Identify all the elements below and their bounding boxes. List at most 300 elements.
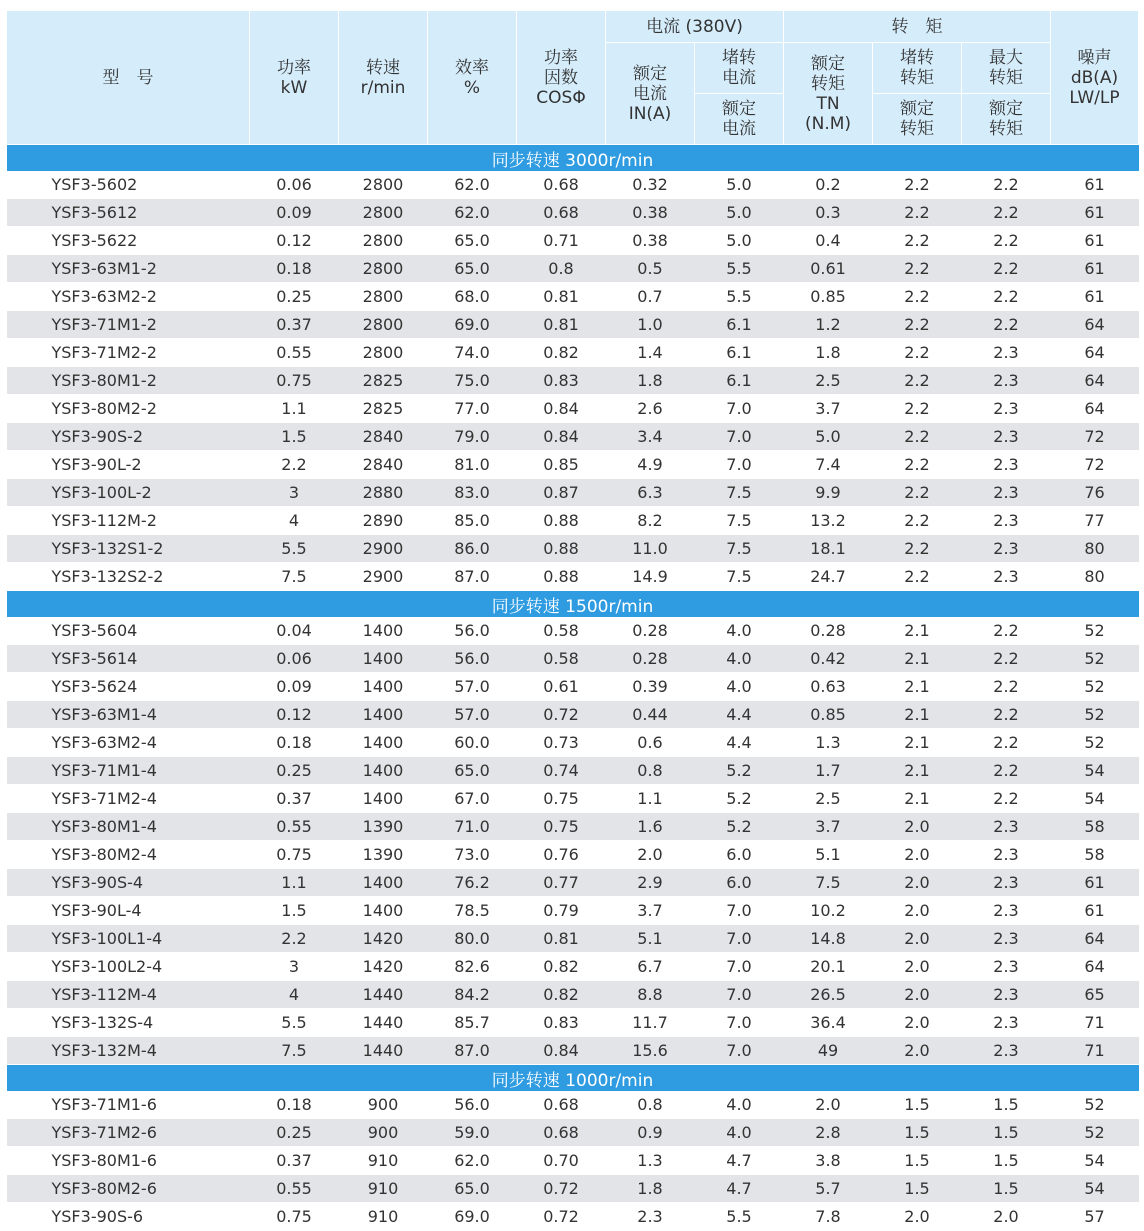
- header-max-torque-top: [962, 43, 1051, 94]
- cell-power-factor: 0.81: [517, 283, 606, 311]
- cell-speed: 1400: [339, 645, 428, 673]
- cell-rated-current: 1.1: [606, 785, 695, 813]
- cell-rated-current: 14.9: [606, 563, 695, 591]
- cell-power-factor: 0.58: [517, 617, 606, 645]
- cell-noise: 52: [1051, 1091, 1139, 1119]
- cell-max-torque-ratio: 2.3: [962, 395, 1051, 423]
- motor-spec-table: [6, 10, 1139, 1231]
- cell-locked-torque-ratio: 2.0: [873, 1203, 962, 1231]
- cell-speed: 2800: [339, 171, 428, 199]
- cell-speed: 1400: [339, 729, 428, 757]
- table-row: [7, 199, 1139, 227]
- header-max-torque-bottom-line2: 转矩: [989, 119, 1023, 139]
- header-rated-torque: [784, 43, 873, 145]
- cell-locked-torque-ratio: 2.1: [873, 645, 962, 673]
- cell-speed: 900: [339, 1091, 428, 1119]
- cell-locked-torque-ratio: 2.2: [873, 227, 962, 255]
- header-rated-torque-line2: 转矩: [811, 73, 845, 94]
- cell-power: 5.5: [250, 1009, 339, 1037]
- table-row: [7, 701, 1139, 729]
- cell-rated-current: 3.7: [606, 897, 695, 925]
- cell-locked-torque-ratio: 2.2: [873, 367, 962, 395]
- cell-power: 1.5: [250, 423, 339, 451]
- cell-rated-current: 11.7: [606, 1009, 695, 1037]
- cell-locked-torque-ratio: 2.2: [873, 423, 962, 451]
- cell-power: 0.55: [250, 813, 339, 841]
- header-max-torque-top-line2: 转矩: [989, 68, 1023, 88]
- cell-locked-torque-ratio: 2.2: [873, 339, 962, 367]
- header-max-torque-bottom: [962, 94, 1051, 145]
- cell-noise: 52: [1051, 729, 1139, 757]
- cell-noise: 64: [1051, 953, 1139, 981]
- cell-rated-current: 2.9: [606, 869, 695, 897]
- cell-rated-torque: 0.42: [784, 645, 873, 673]
- cell-power-factor: 0.75: [517, 785, 606, 813]
- header-current-group: [606, 11, 784, 43]
- cell-rated-torque: 0.63: [784, 673, 873, 701]
- cell-speed: 1440: [339, 1009, 428, 1037]
- cell-locked-torque-ratio: 2.0: [873, 1009, 962, 1037]
- cell-max-torque-ratio: 2.2: [962, 645, 1051, 673]
- cell-power-factor: 0.58: [517, 645, 606, 673]
- cell-efficiency: 60.0: [428, 729, 517, 757]
- cell-power: 1.1: [250, 395, 339, 423]
- cell-rated-torque: 26.5: [784, 981, 873, 1009]
- cell-power-factor: 0.85: [517, 451, 606, 479]
- cell-power: 0.25: [250, 283, 339, 311]
- cell-noise: 76: [1051, 479, 1139, 507]
- cell-rated-current: 5.1: [606, 925, 695, 953]
- cell-rated-torque: 7.4: [784, 451, 873, 479]
- cell-locked-torque-ratio: 2.2: [873, 507, 962, 535]
- cell-rated-torque: 0.28: [784, 617, 873, 645]
- cell-locked-torque-ratio: 2.0: [873, 981, 962, 1009]
- cell-power: 0.25: [250, 1119, 339, 1147]
- cell-locked-torque-ratio: 2.1: [873, 673, 962, 701]
- cell-noise: 61: [1051, 255, 1139, 283]
- cell-rated-torque: 0.2: [784, 171, 873, 199]
- header-locked-current-top-line1: 堵转: [722, 48, 756, 68]
- cell-speed: 910: [339, 1147, 428, 1175]
- section-header-row: [7, 145, 1139, 172]
- cell-model: YSF3-90L-2: [7, 451, 250, 479]
- cell-noise: 65: [1051, 981, 1139, 1009]
- table-row: [7, 283, 1139, 311]
- cell-locked-torque-ratio: 2.1: [873, 757, 962, 785]
- cell-rated-torque: 36.4: [784, 1009, 873, 1037]
- table-row: [7, 563, 1139, 591]
- cell-rated-current: 15.6: [606, 1037, 695, 1065]
- cell-model: YSF3-132S-4: [7, 1009, 250, 1037]
- cell-noise: 52: [1051, 617, 1139, 645]
- cell-model: YSF3-71M1-4: [7, 757, 250, 785]
- cell-speed: 1420: [339, 953, 428, 981]
- cell-power-factor: 0.72: [517, 1175, 606, 1203]
- header-locked-torque-bottom-line1: 额定: [900, 99, 934, 119]
- cell-power-factor: 0.76: [517, 841, 606, 869]
- cell-rated-torque: 2.5: [784, 367, 873, 395]
- header-power-line2: kW: [280, 77, 308, 98]
- cell-max-torque-ratio: 2.2: [962, 255, 1051, 283]
- cell-speed: 1400: [339, 757, 428, 785]
- cell-locked-current-ratio: 7.0: [695, 423, 784, 451]
- cell-rated-torque: 0.3: [784, 199, 873, 227]
- cell-locked-current-ratio: 7.0: [695, 897, 784, 925]
- cell-model: YSF3-5622: [7, 227, 250, 255]
- section-title: 同步转速 1000r/min: [7, 1065, 1139, 1092]
- cell-rated-torque: 0.61: [784, 255, 873, 283]
- cell-noise: 72: [1051, 423, 1139, 451]
- cell-rated-current: 2.0: [606, 841, 695, 869]
- cell-locked-current-ratio: 6.0: [695, 869, 784, 897]
- cell-rated-torque: 7.5: [784, 869, 873, 897]
- cell-noise: 54: [1051, 1175, 1139, 1203]
- cell-max-torque-ratio: 2.3: [962, 507, 1051, 535]
- table-row: [7, 841, 1139, 869]
- header-rated-torque-line3: TN: [816, 93, 840, 114]
- cell-speed: 1440: [339, 981, 428, 1009]
- cell-max-torque-ratio: 2.2: [962, 701, 1051, 729]
- table-row: [7, 1009, 1139, 1037]
- cell-power-factor: 0.88: [517, 563, 606, 591]
- header-locked-current-bottom: [695, 94, 784, 145]
- cell-power: 0.18: [250, 255, 339, 283]
- cell-efficiency: 75.0: [428, 367, 517, 395]
- cell-rated-torque: 0.85: [784, 701, 873, 729]
- cell-power: 0.09: [250, 199, 339, 227]
- cell-model: YSF3-5614: [7, 645, 250, 673]
- cell-power: 0.75: [250, 367, 339, 395]
- cell-speed: 2840: [339, 423, 428, 451]
- cell-rated-torque: 5.1: [784, 841, 873, 869]
- cell-model: YSF3-80M2-6: [7, 1175, 250, 1203]
- cell-model: YSF3-80M1-6: [7, 1147, 250, 1175]
- cell-efficiency: 69.0: [428, 1203, 517, 1231]
- cell-locked-torque-ratio: 2.2: [873, 395, 962, 423]
- cell-max-torque-ratio: 2.3: [962, 813, 1051, 841]
- cell-locked-current-ratio: 5.2: [695, 757, 784, 785]
- cell-efficiency: 82.6: [428, 953, 517, 981]
- cell-max-torque-ratio: 2.3: [962, 367, 1051, 395]
- cell-model: YSF3-5604: [7, 617, 250, 645]
- cell-speed: 2800: [339, 227, 428, 255]
- cell-rated-torque: 9.9: [784, 479, 873, 507]
- cell-efficiency: 56.0: [428, 1091, 517, 1119]
- cell-speed: 910: [339, 1203, 428, 1231]
- cell-rated-torque: 14.8: [784, 925, 873, 953]
- cell-locked-current-ratio: 6.1: [695, 367, 784, 395]
- cell-power: 3: [250, 479, 339, 507]
- cell-max-torque-ratio: 1.5: [962, 1091, 1051, 1119]
- table-row: [7, 367, 1139, 395]
- cell-rated-torque: 1.2: [784, 311, 873, 339]
- cell-speed: 1400: [339, 869, 428, 897]
- cell-locked-current-ratio: 4.0: [695, 645, 784, 673]
- cell-efficiency: 85.0: [428, 507, 517, 535]
- cell-locked-torque-ratio: 2.2: [873, 535, 962, 563]
- cell-model: YSF3-80M2-4: [7, 841, 250, 869]
- table-row: [7, 311, 1139, 339]
- cell-rated-torque: 2.5: [784, 785, 873, 813]
- cell-rated-current: 0.9: [606, 1119, 695, 1147]
- cell-speed: 2800: [339, 339, 428, 367]
- cell-power: 0.55: [250, 339, 339, 367]
- cell-noise: 72: [1051, 451, 1139, 479]
- cell-locked-torque-ratio: 2.0: [873, 1037, 962, 1065]
- cell-rated-current: 0.28: [606, 617, 695, 645]
- header-speed-line1: 转速: [366, 57, 400, 78]
- cell-model: YSF3-63M2-4: [7, 729, 250, 757]
- cell-noise: 52: [1051, 1119, 1139, 1147]
- cell-locked-torque-ratio: 1.5: [873, 1175, 962, 1203]
- cell-power-factor: 0.81: [517, 925, 606, 953]
- cell-power-factor: 0.88: [517, 535, 606, 563]
- header-locked-torque-top: [873, 43, 962, 94]
- cell-power-factor: 0.82: [517, 981, 606, 1009]
- cell-max-torque-ratio: 2.2: [962, 617, 1051, 645]
- cell-efficiency: 78.5: [428, 897, 517, 925]
- cell-speed: 1400: [339, 673, 428, 701]
- header-locked-torque-bottom-line2: 转矩: [900, 119, 934, 139]
- cell-locked-current-ratio: 6.1: [695, 311, 784, 339]
- cell-rated-current: 11.0: [606, 535, 695, 563]
- cell-noise: 52: [1051, 673, 1139, 701]
- cell-model: YSF3-100L-2: [7, 479, 250, 507]
- cell-max-torque-ratio: 2.2: [962, 283, 1051, 311]
- cell-noise: 54: [1051, 785, 1139, 813]
- cell-locked-current-ratio: 7.0: [695, 953, 784, 981]
- cell-rated-torque: 20.1: [784, 953, 873, 981]
- cell-speed: 2890: [339, 507, 428, 535]
- cell-efficiency: 57.0: [428, 673, 517, 701]
- cell-max-torque-ratio: 2.2: [962, 311, 1051, 339]
- cell-power-factor: 0.82: [517, 339, 606, 367]
- cell-power: 0.37: [250, 1147, 339, 1175]
- cell-power: 4: [250, 507, 339, 535]
- table-row: [7, 1147, 1139, 1175]
- cell-max-torque-ratio: 2.0: [962, 1203, 1051, 1231]
- cell-model: YSF3-5612: [7, 199, 250, 227]
- cell-power: 0.06: [250, 171, 339, 199]
- cell-efficiency: 62.0: [428, 199, 517, 227]
- cell-efficiency: 84.2: [428, 981, 517, 1009]
- cell-speed: 1400: [339, 785, 428, 813]
- motor-spec-table-container: [6, 10, 1138, 1231]
- cell-max-torque-ratio: 1.5: [962, 1175, 1051, 1203]
- cell-speed: 1390: [339, 813, 428, 841]
- cell-locked-current-ratio: 7.5: [695, 535, 784, 563]
- cell-power: 1.1: [250, 869, 339, 897]
- cell-power: 0.18: [250, 1091, 339, 1119]
- cell-locked-torque-ratio: 2.1: [873, 785, 962, 813]
- cell-rated-torque: 49: [784, 1037, 873, 1065]
- cell-rated-current: 8.2: [606, 507, 695, 535]
- cell-model: YSF3-71M2-6: [7, 1119, 250, 1147]
- cell-model: YSF3-90S-2: [7, 423, 250, 451]
- cell-model: YSF3-100L1-4: [7, 925, 250, 953]
- cell-locked-current-ratio: 4.0: [695, 1119, 784, 1147]
- header-power-factor: [517, 11, 606, 145]
- cell-noise: 80: [1051, 535, 1139, 563]
- cell-speed: 2800: [339, 283, 428, 311]
- cell-locked-current-ratio: 7.5: [695, 479, 784, 507]
- cell-model: YSF3-71M1-2: [7, 311, 250, 339]
- header-max-torque-top-line1: 最大: [989, 48, 1023, 68]
- cell-locked-torque-ratio: 2.2: [873, 255, 962, 283]
- cell-noise: 58: [1051, 841, 1139, 869]
- cell-locked-current-ratio: 5.5: [695, 283, 784, 311]
- cell-efficiency: 85.7: [428, 1009, 517, 1037]
- cell-locked-torque-ratio: 2.0: [873, 813, 962, 841]
- cell-rated-current: 1.8: [606, 1175, 695, 1203]
- header-locked-current-bottom-line1: 额定: [722, 99, 756, 119]
- table-row: [7, 507, 1139, 535]
- cell-power: 0.18: [250, 729, 339, 757]
- table-row: [7, 1203, 1139, 1231]
- cell-speed: 1420: [339, 925, 428, 953]
- cell-max-torque-ratio: 2.3: [962, 563, 1051, 591]
- cell-locked-torque-ratio: 2.2: [873, 451, 962, 479]
- cell-power: 7.5: [250, 1037, 339, 1065]
- cell-rated-current: 0.44: [606, 701, 695, 729]
- cell-locked-current-ratio: 5.0: [695, 171, 784, 199]
- cell-rated-torque: 13.2: [784, 507, 873, 535]
- header-rated-current-line3: IN(A): [628, 103, 672, 124]
- header-pf-line3: COSΦ: [536, 87, 586, 108]
- table-row: [7, 869, 1139, 897]
- table-row: [7, 423, 1139, 451]
- cell-max-torque-ratio: 2.3: [962, 953, 1051, 981]
- cell-rated-current: 0.5: [606, 255, 695, 283]
- cell-model: YSF3-71M2-2: [7, 339, 250, 367]
- cell-model: YSF3-90S-4: [7, 869, 250, 897]
- cell-speed: 1400: [339, 617, 428, 645]
- cell-locked-torque-ratio: 1.5: [873, 1147, 962, 1175]
- header-noise-line1: 噪声: [1077, 47, 1112, 68]
- cell-locked-torque-ratio: 2.2: [873, 479, 962, 507]
- cell-speed: 2840: [339, 451, 428, 479]
- cell-speed: 2825: [339, 395, 428, 423]
- cell-speed: 1400: [339, 701, 428, 729]
- cell-power: 0.37: [250, 785, 339, 813]
- cell-power: 3: [250, 953, 339, 981]
- table-row: [7, 535, 1139, 563]
- header-model-label: 型 号: [102, 67, 154, 88]
- table-row: [7, 1091, 1139, 1119]
- header-noise-line2: dB(A): [1070, 67, 1119, 88]
- cell-max-torque-ratio: 2.2: [962, 729, 1051, 757]
- cell-max-torque-ratio: 1.5: [962, 1147, 1051, 1175]
- cell-locked-current-ratio: 7.0: [695, 981, 784, 1009]
- cell-locked-torque-ratio: 1.5: [873, 1119, 962, 1147]
- cell-model: YSF3-112M-2: [7, 507, 250, 535]
- cell-model: YSF3-63M1-2: [7, 255, 250, 283]
- table-row: [7, 227, 1139, 255]
- cell-rated-current: 1.0: [606, 311, 695, 339]
- cell-speed: 2880: [339, 479, 428, 507]
- cell-locked-torque-ratio: 2.2: [873, 563, 962, 591]
- cell-locked-current-ratio: 4.4: [695, 729, 784, 757]
- cell-locked-torque-ratio: 2.1: [873, 729, 962, 757]
- cell-efficiency: 56.0: [428, 645, 517, 673]
- cell-noise: 61: [1051, 227, 1139, 255]
- cell-speed: 2800: [339, 255, 428, 283]
- section-header-row: [7, 1065, 1139, 1092]
- cell-noise: 61: [1051, 199, 1139, 227]
- cell-max-torque-ratio: 2.2: [962, 227, 1051, 255]
- cell-locked-current-ratio: 7.0: [695, 395, 784, 423]
- cell-noise: 54: [1051, 757, 1139, 785]
- cell-locked-current-ratio: 7.0: [695, 925, 784, 953]
- cell-locked-torque-ratio: 2.1: [873, 701, 962, 729]
- cell-locked-current-ratio: 5.5: [695, 1203, 784, 1231]
- cell-speed: 2800: [339, 311, 428, 339]
- header-locked-torque-top-line2: 转矩: [900, 68, 934, 88]
- header-torque-group: [784, 11, 1051, 43]
- header-locked-torque-top-line1: 堵转: [900, 48, 934, 68]
- cell-efficiency: 65.0: [428, 757, 517, 785]
- cell-rated-current: 1.3: [606, 1147, 695, 1175]
- cell-efficiency: 62.0: [428, 1147, 517, 1175]
- cell-model: YSF3-63M1-4: [7, 701, 250, 729]
- cell-rated-current: 0.6: [606, 729, 695, 757]
- cell-noise: 64: [1051, 339, 1139, 367]
- cell-power-factor: 0.75: [517, 813, 606, 841]
- cell-power: 5.5: [250, 535, 339, 563]
- cell-max-torque-ratio: 2.3: [962, 479, 1051, 507]
- cell-power: 0.75: [250, 841, 339, 869]
- cell-noise: 52: [1051, 701, 1139, 729]
- cell-efficiency: 87.0: [428, 563, 517, 591]
- cell-noise: 80: [1051, 563, 1139, 591]
- table-row: [7, 645, 1139, 673]
- cell-noise: 61: [1051, 869, 1139, 897]
- cell-model: YSF3-5624: [7, 673, 250, 701]
- cell-power-factor: 0.70: [517, 1147, 606, 1175]
- cell-model: YSF3-80M1-2: [7, 367, 250, 395]
- cell-rated-current: 2.6: [606, 395, 695, 423]
- header-efficiency: [428, 11, 517, 145]
- cell-rated-torque: 3.7: [784, 813, 873, 841]
- cell-locked-current-ratio: 4.0: [695, 617, 784, 645]
- cell-rated-current: 2.3: [606, 1203, 695, 1231]
- header-rated-current-line1: 额定: [633, 63, 667, 84]
- header-locked-current-bottom-line2: 电流: [722, 119, 756, 139]
- cell-rated-current: 0.38: [606, 199, 695, 227]
- cell-rated-current: 0.28: [606, 645, 695, 673]
- cell-locked-torque-ratio: 2.0: [873, 869, 962, 897]
- table-row: [7, 813, 1139, 841]
- cell-model: YSF3-132M-4: [7, 1037, 250, 1065]
- table-row: [7, 729, 1139, 757]
- cell-rated-torque: 2.0: [784, 1091, 873, 1119]
- cell-max-torque-ratio: 2.3: [962, 925, 1051, 953]
- cell-rated-current: 8.8: [606, 981, 695, 1009]
- cell-max-torque-ratio: 2.3: [962, 1037, 1051, 1065]
- cell-efficiency: 65.0: [428, 227, 517, 255]
- cell-max-torque-ratio: 2.3: [962, 451, 1051, 479]
- cell-efficiency: 57.0: [428, 701, 517, 729]
- cell-locked-torque-ratio: 2.1: [873, 617, 962, 645]
- table-row: [7, 981, 1139, 1009]
- cell-max-torque-ratio: 2.2: [962, 199, 1051, 227]
- cell-power: 2.2: [250, 925, 339, 953]
- cell-locked-torque-ratio: 2.0: [873, 897, 962, 925]
- cell-efficiency: 86.0: [428, 535, 517, 563]
- cell-locked-current-ratio: 7.0: [695, 451, 784, 479]
- cell-speed: 1390: [339, 841, 428, 869]
- cell-rated-current: 0.38: [606, 227, 695, 255]
